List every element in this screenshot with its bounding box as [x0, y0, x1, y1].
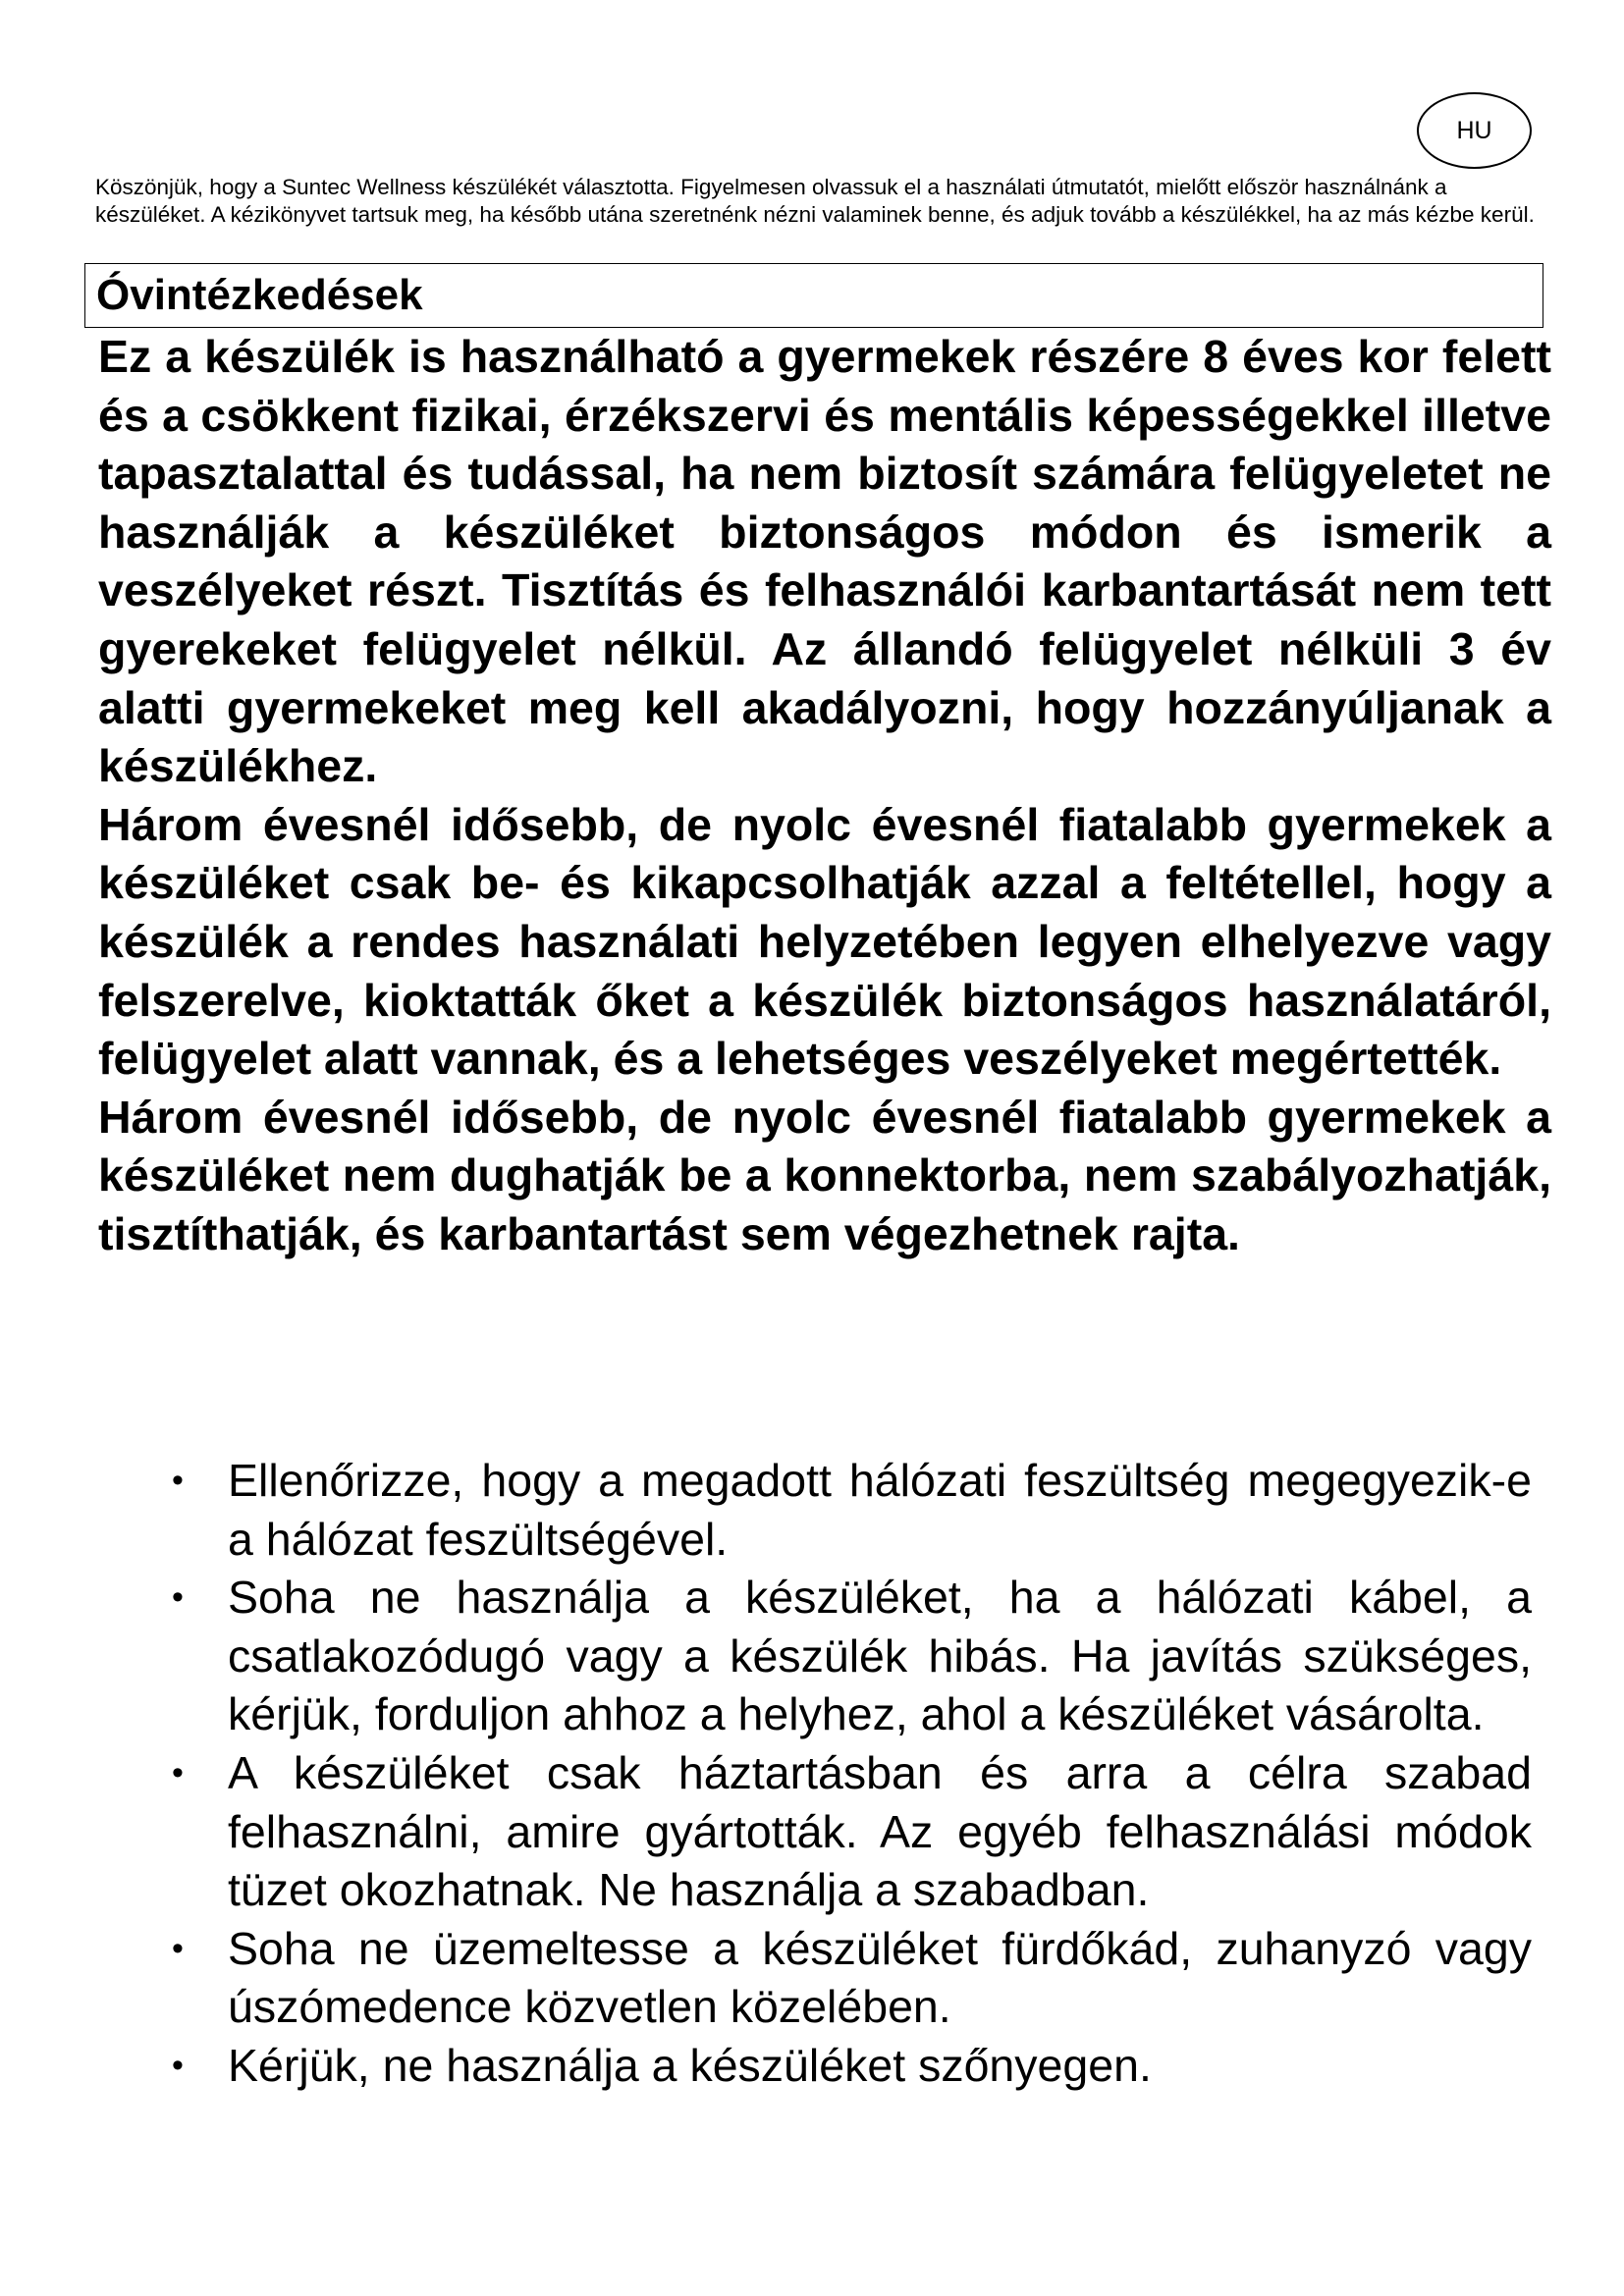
- warnings-block: [98, 328, 1551, 1264]
- list-item-text: Kérjük, ne használja a készüléket szőnyegen.: [228, 2039, 1152, 2091]
- list-item: [118, 1744, 1532, 1920]
- list-item-text: Ellenőrizze, hogy a megadott hálózati feszültség megegyezik-e a hálózat feszültségével.: [228, 1455, 1532, 1565]
- warning-paragraph: Ez a készülék is használható a gyermekek részére 8 éves kor felett és a csökkent fizikai, érzékszervi és mentális képességekkel illetve tapasztalattal és tudással, ha nem biztosít számára felügyeletet ne használják a készüléket biztonságos módon és ismerik a veszélyeket részt. Tisztítás és felhasználói karbantartását nem tett gyerekeket felügyelet nélkül. Az állandó felügyelet nélküli 3 év alatti gyermekeket meg kell akadályozni, hogy hozzányúljanak a készülékhez.: [98, 331, 1551, 792]
- bullet-icon: •: [172, 1462, 184, 1499]
- warning-paragraph: Három évesnél idősebb, de nyolc évesnél fiatalabb gyermekek a készüléket csak be- és kikapcsolhatják azzal a feltétellel, hogy a készülék a rendes használati helyzetében legyen elhelyezve vagy felszerelve, kioktatták őket a készülék biztonságos használatáról, felügyelet alatt vannak, és a lehetséges veszélyeket megértették.: [98, 798, 1551, 1085]
- precaution-list: [118, 1452, 1532, 2096]
- section-title: Óvintézkedések: [96, 271, 423, 319]
- language-code: HU: [1456, 116, 1492, 144]
- bullet-icon: •: [172, 1929, 184, 1967]
- intro-text: Köszönjük, hogy a Suntec Wellness készülékét választotta. Figyelmesen olvassuk el a használati útmutatót, mielőtt először használnánk a készüléket. A kézikönyvet tartsuk meg, ha később utána szeretnénk nézni valaminek benne, és adjuk tovább a készülékkel, ha az más kézbe kerül.: [95, 175, 1535, 227]
- list-item: [118, 1452, 1532, 1569]
- section-header-box: [84, 263, 1543, 328]
- list-item-text: Soha ne használja a készüléket, ha a hálózati kábel, a csatlakozódugó vagy a készülék hibás. Ha javítás szükséges, kérjük, forduljon ahhoz a helyhez, ahol a készüléket vásárolta.: [228, 1572, 1532, 1740]
- language-badge: [1417, 92, 1532, 169]
- bullet-icon: •: [172, 1753, 184, 1791]
- list-item: [118, 1569, 1532, 1744]
- list-item-text: A készüléket csak háztartásban és arra a célra szabad felhasználni, amire gyártották. Az egyéb felhasználási módok tüzet okozhatnak. Ne használja a szabadban.: [228, 1746, 1532, 1916]
- list-item-text: Soha ne üzemeltesse a készüléket fürdőkád, zuhanyzó vagy úszómedence közvetlen közelében.: [228, 1922, 1532, 2033]
- bullet-icon: •: [172, 2046, 184, 2084]
- bullet-icon: •: [172, 1578, 184, 1617]
- list-item: [118, 1920, 1532, 2037]
- warning-paragraph: Három évesnél idősebb, de nyolc évesnél fiatalabb gyermekek a készüléket nem dughatják be a konnektorba, nem szabályozhatják, tisztíthatják, és karbantartást sem végezhetnek rajta.: [98, 1091, 1551, 1259]
- list-item: [118, 2037, 1532, 2096]
